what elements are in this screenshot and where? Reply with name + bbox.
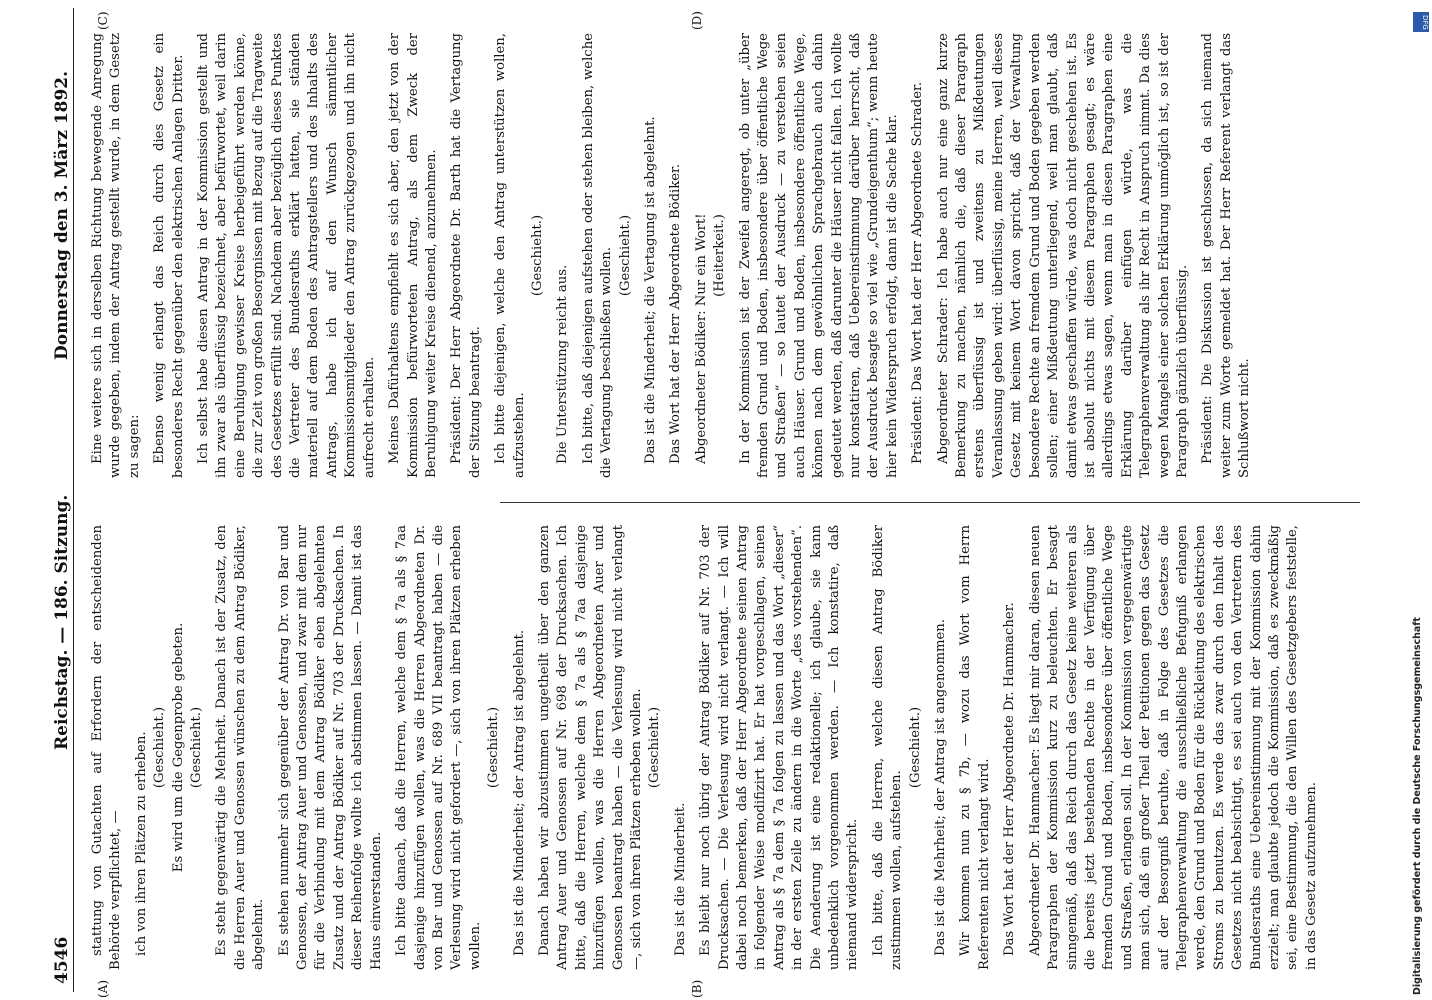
paragraph: Danach haben wir abzustimmen ungetheilt über den ganzen Antrag Auer und Genossen auf Nr. 698 der Drucksachen. Ich bitte, daß die Herren, welche dem § 7a als § 7aa dasjenige hinzufügen wollen, was die Herren Abgeordneten Auer und Genossen beantragt haben — die Verlesung wird nicht verlangt —, sich von ihren Plätzen erheben wollen. (536, 525, 644, 970)
paragraph: Das ist die Minderheit; der Antrag ist abgelehnt. (511, 629, 527, 956)
page-number: 4546 (52, 936, 72, 984)
paragraph: Präsident: Das Wort hat der Herr Abgeordnete Schrader. (910, 81, 926, 464)
paragraph: Das ist die Minderheit; die Vertagung ist abgelehnt. (642, 116, 658, 464)
paragraph: Abgeordneter Dr. Hammacher: Es liegt mir daran, diesen neuen Paragraphen der Kommission kurz zu beleuchten. Er besagt sinngemäß, daß das Reich durch das Gesetz keine weiteren als die bereits jetzt bestehenden Rechte in der Verfügung über fremden Grund und Boden, insbesondere über öffentliche Wege und Straßen, erlangen soll. In der Kommission vergegenwärtigte man sich, daß ein großer Theil der Petitionen gegen das Gesetz auf der Besorgniß beruhte, daß in Folge des Gesetzes die Telegraphenverwaltung die ausschließliche Befugniß erlangen werde, den Grund und Boden für die Rückleitung des elektrischen Stroms zu benutzen. Es werde das zwar durch den Inhalt des Gesetzes nicht beabsichtigt, es sei auch von den Vertretern des Bundesraths eine Uebereinstimmung mit der Kommission dahin erzielt; man glaubte jedoch die Kommission, daß es zweckmäßig sei, eine Bestimmung, die den Willen des Gesetzgebers feststelle, in das Gesetz aufzunehmen. (1027, 525, 1319, 970)
paragraph: Es bleibt nur noch übrig der Antrag Bödiker auf Nr. 703 der Drucksachen. — Die Verlesung wird nicht verlangt. — Ich will dabei noch bemerken, daß der Herr Abgeordnete seinen Antrag in folgender Weise modifizirt hat. Er hat vorgeschlagen, seinen Antrag als § 7a dem § 7a folgen zu lassen und das Wort „dieser“ in der ersten Zeile zu ändern in die Worte „des vorstehenden“. Die Aenderung ist eine redaktionelle; ich glaube, sie kann unbedenklich vorgenommen werden. — Ich konstatire, daß niemand widerspricht. (698, 525, 861, 970)
right-column (82, 33, 1255, 478)
paragraph: Ebenso wenig erlangt das Reich durch dies Gesetz ein besonderes Recht gegenüber den elektrischen Anlagen Dritter. (152, 33, 186, 478)
paragraph: In der Kommission ist der Zweifel angeregt, ob unter „über fremden Grund und Boden, insbesondere über öffentliche Wege und Straßen“ — so lautet der Ausdruck — zu verstehen seien auch Häuser. Grund und Boden, insbesondere öffentliche Wege, können nach dem gewöhnlichen Sprachgebrauch auch dahin gedeutet werden, daß darunter die Häuser nicht fallen. Ich wollte nur konstatiren, daß Uebereinstimmung darüber herrscht, daß der Ausdruck besagte so viel wie „Grundeigenthum“; wenn heute hier kein Widerspruch erfolgt, dann ist die Sache klar. (737, 33, 900, 478)
paragraph: Präsident: Der Herr Abgeordnete Dr. Barth hat die Vertagung der Sitzung beantragt. (449, 33, 483, 478)
paragraph: (Heiterkeit.) (712, 214, 728, 297)
paragraph: Ich bitte diejenigen, welche den Antrag unterstützen wollen, aufzustehen. (493, 33, 527, 478)
paragraph: Abgeordneter Schrader: Ich habe auch nur eine ganz kurze Bemerkung zu machen, nämlich die, daß dieser Paragraph erstens überflüssig ist und zweitens zu Mißdeutungen Veranlassung geben wird: überflüssig, meine Herren, weil dieses Gesetz mit keinem Wort davon spricht, daß der Verwaltung besondere Rechte an fremdem Grund und Boden gegeben werden sollen; einer Mißdeutung unterliegend, weil man glaubt, daß damit etwas geschaffen würde, was doch nicht geschehen ist. Es ist absolut nichts mit diesem Paragraphen gesagt; es wäre allerdings etwas sagen, wenn man in diesen Paragraphen eine Erklärung darüber einfügen würde, was die Telegraphenverwaltung als ihr Recht in Anspruch nimmt. Da dies wegen Mangels einer solchen Erklärung unmöglich ist, so ist der Paragraph gänzlich überflüssig. (935, 33, 1190, 478)
paragraph: Es wird um die Gegenprobe gebeten. (170, 622, 186, 873)
paragraph: (Geschieht.) (647, 706, 663, 789)
paragraph: Es steht gegenwärtig die Mehrheit. Danach ist der Zusatz, den die Herren Auer und Genossen wünschen zu dem Antrag Bödiker, abgelehnt. (214, 525, 267, 970)
left-column (82, 525, 1321, 970)
paragraph: (Geschieht.) (152, 706, 168, 789)
paragraph: Ich bitte danach, daß die Herren, welche dem § 7a als § 7aa dasjenige hinzufügen wollen, was die Herren Abgeordneten Dr. von Bar und Genossen auf Nr. 689 VII beantragt haben — die Verlesung wird nicht gefordert —, sich von ihren Plätzen erheben wollen. (394, 525, 483, 970)
paragraph: (Geschieht.) (189, 706, 205, 789)
header-rule (73, 8, 74, 992)
dfg-logo: DFG (1413, 12, 1429, 32)
paragraph: stattung von Gutachten auf Erfordern der entscheidenden Behörde verpflichtet, — (90, 525, 124, 970)
paragraph: Ich bitte, daß die Herren, welche diesen Antrag Bödiker zustimmen wollen, aufstehen. (870, 525, 905, 970)
margin-mark-d: (D) (690, 11, 704, 30)
paragraph: Eine weitere sich in derselben Richtung bewegende Anregung wurde gegeben, indem der Antrag gestellt wurde, in dem Gesetz zu sagen: (90, 33, 142, 478)
digitization-credit: Digitalisierung gefördert durch die Deutsche Forschungsgemeinschaft (1412, 617, 1423, 995)
paragraph: (Geschieht.) (907, 706, 923, 789)
paragraph: Meines Dafürhaltens empfiehlt es sich aber, den jetzt von der Kommission befürworteten Antrag, als dem Zweck der Beruhigung weiter Kreise dienend, anzunehmen. (387, 33, 439, 478)
margin-mark-b: (B) (690, 979, 704, 998)
paragraph: Es stehen nunmehr sich gegenüber der Antrag Dr. von Bar und Genossen, der Antrag Auer und Genossen, und zwar mit dem nur für die Verbindung mit dem Antrag Bödiker eben abgelehnten Zusatz und der Antrag Bödiker auf Nr. 703 der Drucksachen. In dieser Reihenfolge wollte ich abstimmen lassen. — Damit ist das Haus einverstanden. (276, 525, 384, 970)
paragraph: Das Wort hat der Herr Abgeordnete Dr. Hammacher. (1002, 602, 1018, 956)
paragraph: (Geschieht.) (529, 214, 545, 297)
paragraph: Das ist die Mehrheit; der Antrag ist angenommen. (933, 619, 949, 956)
paragraph: Ich selbst habe diesen Antrag in der Kommission gestellt und ihn zwar als überflüssig bezeichnet, aber befürwortet, weil darin eine Beruhigung gewisser Kreise herbeigeführt werden könne, die zur Zeit von großen Besorgnissen mit Bezug auf die Tragweite des Gesetzes erfüllt sind. Nachdem aber bezüglich dieses Punktes die Vertreter des Bundesraths erklärt hatten, sie ständen materiell auf dem Boden des Antragstellers und des Inhalts des Antrags, habe ich auf den Wunsch sämmtlicher Kommissionsmitglieder den Antrag zurückgezogen und ihn nicht aufrecht erhalten. (196, 33, 377, 478)
margin-mark-a: (A) (96, 979, 110, 998)
paragraph: Das Wort hat der Herr Abgeordnete Bödiker. (668, 163, 684, 464)
margin-mark-c: (C) (96, 11, 110, 30)
paragraph: ich von ihren Plätzen zu erheben. (133, 731, 149, 956)
paragraph: Die Unterstützung reicht aus. (555, 264, 571, 464)
header-date: Donnerstag den 3. März 1892. (52, 70, 72, 360)
paragraph: Präsident: Die Diskussion ist geschlossen, da sich niemand weiter zum Worte gemeldet hat. Der Herr Referent verlangt das Schlußwort nicht. (1200, 33, 1253, 478)
paragraph: Abgeordneter Bödiker: Nur ein Wort! (693, 213, 709, 464)
paragraph: (Geschieht.) (486, 706, 502, 789)
column-divider (500, 502, 1360, 503)
paragraph: Ich bitte, daß diejenigen aufstehen oder stehen bleiben, welche die Vertagung beschließen wollen. (580, 33, 615, 478)
header-title: Reichstag. — 186. Sitzung. (52, 494, 72, 750)
paragraph: Das ist die Minderheit. (672, 802, 688, 956)
paragraph: (Geschieht.) (617, 214, 633, 297)
paragraph: Wir kommen nun zu § 7b, — wozu das Wort vom Herrn Referenten nicht verlangt wird. (958, 525, 992, 970)
